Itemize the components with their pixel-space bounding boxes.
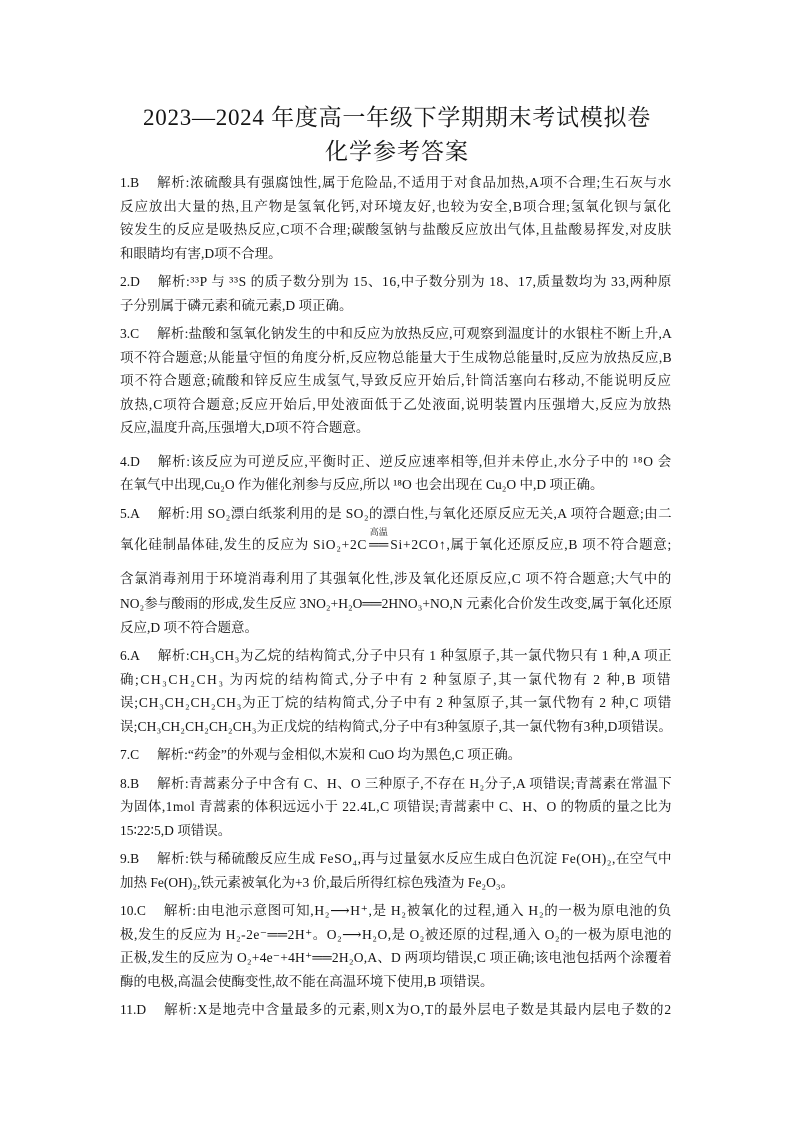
answer-line: [120, 322, 672, 346]
answer-text: 含氯消毒剂用于环境消毒利用了其强氧化性,涉及氧化还原反应,C 项不符合题意;大气中的: [120, 571, 672, 586]
answer-item: [120, 998, 672, 1022]
answer-text: 解析:铁与稀硫酸反应生成 FeSO₄,再与过量氨水反应生成白色沉淀 Fe(OH)₂,在空气中: [157, 851, 672, 866]
answer-line: [120, 393, 672, 417]
answer-line: [120, 346, 672, 370]
answer-line: [120, 171, 672, 195]
answer-label: 1.B: [120, 175, 140, 190]
answer-line: [120, 592, 672, 616]
answer-label: 5.A: [120, 505, 140, 521]
answer-line: [120, 923, 672, 947]
reaction-condition-label: 高温: [369, 527, 388, 537]
answer-line: [120, 743, 672, 767]
answer-label: 7.C: [120, 747, 140, 762]
answer-line: [120, 819, 672, 843]
answer-text: 加热 Fe(OH)₂,铁元素被氧化为+3 价,最后所得红棕色残渣为 Fe₂O₃。: [120, 874, 515, 890]
answer-label: 3.C: [120, 326, 140, 341]
answer-line: [120, 668, 672, 692]
answer-line: [120, 871, 672, 895]
answer-label: 8.B: [120, 775, 140, 791]
answer-item: [120, 450, 672, 497]
answer-item: [120, 270, 672, 317]
answer-line: [120, 998, 672, 1022]
answer-line: [120, 772, 672, 796]
answer-text: 酶的电极,高温会使酶变性,故不能在高温环境下使用,B 项错误。: [120, 973, 494, 989]
answer-text: 解析:盐酸和氢氧化钠发生的中和反应为放热反应,可观察到温度计的水银柱不断上升,A: [157, 326, 672, 341]
answer-text: 和眼睛均有害,D项不合理。: [120, 245, 282, 261]
answer-text: 解析:浓硫酸具有强腐蚀性,属于危险品,不适用于对食品加热,A项不合理;生石灰与水: [157, 175, 672, 190]
answer-line: [120, 795, 672, 819]
answer-line: [120, 970, 672, 994]
answer-text: 误;CH₃CH₂CH₂CH₂CH₃为正戊烷的结构简式,分子中有3种氢原子,其一氯代物有3种,D项错误。: [120, 718, 672, 734]
answer-line: [120, 294, 672, 318]
answer-line: [120, 525, 672, 565]
answer-text: 解析:“药金”的外观与金相似,木炭和 CuO 均为黑色,C 项正确。: [157, 747, 522, 762]
answer-text: 解析:由电池示意图可知,H₂⟶H⁺,是 H₂被氧化的过程,通入 H₂的一极为原电池的负: [163, 903, 672, 918]
answer-label: 9.B: [120, 851, 140, 866]
answer-text: 解析:CH₃CH₃为乙烷的结构简式,分子中只有 1 种氢原子,其一氯代物只有 1 种,A 项正: [157, 648, 672, 663]
answer-text: 子分别属于磷元素和硫元素,D 项正确。: [120, 297, 353, 313]
answer-label: 10.C: [120, 903, 146, 918]
answer-text: 为固体,1mol 青蒿素的体积远远小于 22.4L,C 项错误;青蒿素中 C、H、O 的物质的量之比为: [120, 799, 672, 814]
answer-line: [120, 644, 672, 668]
answer-label: 6.A: [120, 648, 140, 663]
answer-text: 15∶22∶5,D 项错误。: [120, 822, 232, 838]
answer-line: [120, 270, 672, 294]
answer-label: 4.D: [120, 453, 140, 469]
answer-line: [120, 847, 672, 871]
answer-item: [120, 743, 672, 767]
answer-item: [120, 171, 672, 265]
answer-line: [120, 946, 672, 970]
equation-before: 氧化硅制晶体硅,发生的反应为 SiO₂+2C: [120, 537, 368, 552]
answer-key-title-text: 化学参考答案: [325, 139, 469, 164]
answer-text: 解析:青蒿素分子中含有 C、H、O 三种原子,不存在 H₂分子,A 项错误;青蒿素在常温下: [157, 775, 672, 791]
exam-title-text: 2023—2024 年度高一年级下学期期末考试模拟卷: [143, 105, 651, 130]
answer-text: 在氧气中出现,Cu₂O 作为催化剂参与反应,所以 ¹⁸O 也会出现在 Cu₂O 中,D 项正确。: [120, 477, 604, 492]
answer-list: [120, 171, 672, 1022]
answer-item: [120, 644, 672, 738]
answer-text: 极,发生的反应为 H₂-2e⁻══2H⁺。O₂⟶H₂O,是 O₂被还原的过程,通入 O₂的一极为原电池的: [120, 926, 672, 942]
answer-item: [120, 847, 672, 894]
equation-after: Si+2CO↑,属于氧化还原反应,B 项不符合题意;: [390, 537, 672, 552]
answer-line: [120, 565, 672, 592]
answer-item: [120, 772, 672, 843]
answer-line: [120, 616, 672, 640]
answer-item: [120, 502, 672, 640]
answer-text: 解析:X是地壳中含量最多的元素,则X为O,T的最外层电子数是其最内层电子数的2: [164, 1002, 672, 1017]
answer-line: [120, 416, 672, 440]
answer-text: 正极,发生的反应为 O₂+4e⁻+4H⁺══2H₂O,A、D 两项均错误,C 项正确;该电池包括两个涂覆着: [120, 950, 672, 965]
answer-key-title: [0, 137, 794, 167]
exam-title: [0, 103, 794, 133]
answer-text: 解析:用 SO₂漂白纸浆利用的是 SO₂的漂白性,与氧化还原反应无关,A 项符合题意;由二: [157, 505, 672, 521]
answer-label: 2.D: [120, 274, 140, 289]
answer-line: [120, 195, 672, 219]
answer-text: 铵发生的反应是吸热反应,C项不合理;碳酸氢钠与盐酸反应放出气体,且盐酸易挥发,对皮肤: [120, 222, 672, 237]
answer-text: 放热,C项符合题意;反应开始后,甲处液面低于乙处液面,说明装置内压强增大,反应为放热: [120, 396, 672, 412]
answer-text: 反应放出大量的热,且产物是氢氧化钙,对环境友好,也较为安全,B项合理;氢氧化钡与氯化: [120, 198, 672, 214]
answer-line: [120, 502, 672, 526]
answer-text: 项不符合题意;硫酸和锌反应生成氢气,导致反应开始后,针筒活塞向右移动,不能说明反应: [120, 373, 672, 388]
answer-label: 11.D: [120, 1002, 147, 1017]
answer-text: 确;CH₃CH₂CH₃ 为丙烷的结构简式,分子中有 2 种氢原子,其一氯代物有 2 种,B 项错: [120, 671, 672, 687]
answer-item: [120, 322, 672, 440]
answer-line: [120, 473, 672, 497]
equals-sign: ══: [369, 537, 389, 552]
answer-line: [120, 715, 672, 739]
answer-text: 误;CH₃CH₂CH₂CH₃为正丁烷的结构简式,分子中有 2 种氢原子,其一氯代物有 2 种,C 项错: [120, 695, 672, 710]
reaction-condition: [367, 527, 390, 552]
answer-line: [120, 242, 672, 266]
answer-line: [120, 369, 672, 393]
answer-text: 项不符合题意;从能量守恒的角度分析,反应物总能量大于生成物总能量时,反应为放热反应,B: [120, 349, 672, 365]
answer-text: 解析:³³P 与 ³³S 的质子数分别为 15、16,中子数分别为 18、17,质量数均为 33,两种原: [157, 274, 672, 289]
answer-text: NO₂参与酸雨的形成,发生反应 3NO₂+H₂O══2HNO₃+NO,N 元素化合价发生改变,属于氧化还原: [120, 596, 672, 611]
answer-item: [120, 899, 672, 993]
answer-line: [120, 899, 672, 923]
answer-line: [120, 218, 672, 242]
answer-line: [120, 691, 672, 715]
answer-text: 反应,D 项不符合题意。: [120, 619, 258, 635]
answer-text: 解析:该反应为可逆反应,平衡时正、逆反应速率相等,但并未停止,水分子中的 ¹⁸O 会: [157, 453, 672, 469]
answer-line: [120, 450, 672, 474]
answer-text: 反应,温度升高,压强增大,D项不符合题意。: [120, 420, 370, 435]
